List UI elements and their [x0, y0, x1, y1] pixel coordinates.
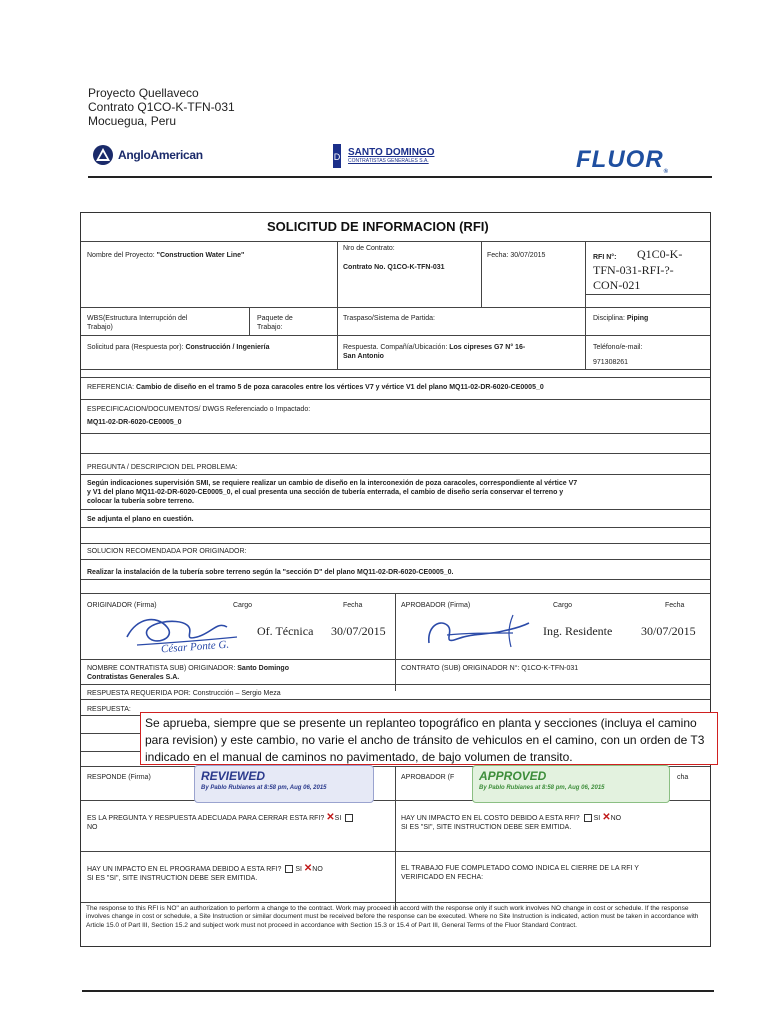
- santo-domingo-logo: D SANTO DOMINGO CONTRATISTAS GENERALES S.A.: [330, 144, 434, 168]
- rfi-number-2: TFN-031-RFI-?-: [593, 263, 674, 277]
- checkbox-no[interactable]: [345, 814, 353, 822]
- checkbox-programa-si[interactable]: [285, 865, 293, 873]
- aprobador-label: APROBADOR (Firma): [401, 602, 471, 609]
- santo-domingo-icon: [330, 144, 344, 168]
- traspaso-label: Traspaso/Sistema de Partida:: [343, 315, 435, 322]
- approved-stamp: APPROVED By Pablo Rubianes at 8:58 pm, Aug 06, 2015: [472, 765, 670, 803]
- anglo-american-icon: [92, 144, 114, 166]
- reviewed-stamp: REVIEWED By Pablo Rubianes at 8:58 pm, Aug 06, 2015: [194, 765, 374, 803]
- pregunta-line-4: Se adjunta el plano en cuestión.: [87, 516, 194, 523]
- rfi-label: RFI N°:: [593, 254, 617, 261]
- aprobador-cargo: Ing. Residente: [543, 624, 613, 638]
- project-location: Mocuegua, Peru: [88, 114, 177, 128]
- nro-contrato-label: Nro de Contrato:: [343, 245, 395, 252]
- question-costo: HAY UN IMPACTO EN EL COSTO DEBIDO A ESTA RFI? SI ✕NO SI ES "SI", SITE INSTRUCTION DEBE SER EMITIDA.: [401, 812, 622, 831]
- originador-signature-name: César Ponte G.: [160, 638, 230, 656]
- especificacion-label: ESPECIFICACION/DOCUMENTOS/ DWGS Referenciado o Impactado:: [87, 406, 311, 413]
- header-divider: [88, 176, 712, 178]
- question-adecuada: ES LA PREGUNTA Y RESPUESTA ADECUADA PARA CERRAR ESTA RFI? ✕SI NO: [87, 813, 355, 832]
- aprobador-firma-label: APROBADOR (F: [401, 774, 455, 781]
- rfi-number-3: CON-021: [593, 278, 641, 292]
- solucion-value: Realizar la instalación de la tubería sobre terreno según la "sección D" del plano MQ11-02-DR-6020-CE0005_0.: [87, 569, 454, 576]
- pregunta-label: PREGUNTA / DESCRIPCION DEL PROBLEMA:: [87, 464, 238, 471]
- responde-label: RESPONDE (Firma): [87, 774, 151, 781]
- rfi-form: [80, 212, 711, 947]
- originador-label: ORIGINADOR (Firma): [87, 602, 157, 609]
- project-name: Proyecto Quellaveco: [88, 86, 199, 100]
- form-title: SOLICITUD DE INFORMACION (RFI): [267, 219, 489, 234]
- nro-contrato-value: Contrato No. Q1CO-K-TFN-031: [343, 264, 445, 271]
- originador-cargo-label: Cargo: [233, 602, 253, 609]
- response-text-box: Se aprueba, siempre que se presente un replanteo topográfico en planta y secciones (incluya el camino para revision) y este cambio, no varie el ancho de tránsito de vehiculos en el camino, con un orden de T3 indicado en el manual de caminos no pavimentado, de bajo volumen de transito.: [140, 712, 718, 765]
- aprobador-fecha-label-2: cha: [677, 774, 689, 781]
- pregunta-line-3: colocar la tubería sobre terreno.: [87, 498, 194, 505]
- nombre-proyecto-label: Nombre del Proyecto: "Construction Water Line": [87, 252, 245, 259]
- paquete-label: Paquete de Trabajo:: [257, 315, 293, 331]
- aprobador-cargo-label: Cargo: [553, 602, 573, 609]
- footer-disclaimer: The response to this RFI is NO" an authorization to perform a change to the contract. Work may proceed in accord with the response only if such work involves NO change in cost or schedule. If the response involves change in cost or schedule, a Site Instruction or similar document must be received before the response can be executed. Where no Site Instruction is indicated, action must be taken in accordance with Article 15.0 of Part III, Section 15.2 and subject work must not proceed in accordance with Section 15.3 or 15.4 of Part III, General Terms of the Fluor Standard Contract.: [86, 905, 699, 929]
- respuesta-compania: Respuesta. Compañía/Ubicación: Los cipreses G7 N° 16- San Antonio: [343, 344, 526, 360]
- fluor-logo: $FLUOR_®$: [576, 146, 670, 175]
- pregunta-line-1: Según indicaciones supervisión SMI, se requiere realizar un cambio de diseño en la interconexión de poza caracoles, correspondiente al vértice V7: [87, 480, 578, 487]
- bottom-divider: [82, 990, 714, 992]
- aprobador-fecha-label: Fecha: [665, 602, 685, 609]
- project-header: [88, 86, 235, 128]
- disciplina-field: Disciplina: Piping: [593, 315, 649, 322]
- especificacion-value: MQ11-02-DR-6020-CE0005_0: [87, 419, 182, 426]
- rfi-number-1: Q1C0-K-: [637, 247, 683, 261]
- fecha-field: Fecha: 30/07/2015: [487, 252, 546, 259]
- question-programa: HAY UN IMPACTO EN EL PROGRAMA DEBIDO A ESTA RFI? SI ✕NO SI ES "SI", SITE INSTRUCTION DEBE SER EMITIDA.: [87, 863, 323, 882]
- solicitud-field: Solicitud para (Respuesta por): Construcción / Ingeniería: [87, 344, 270, 351]
- aprobador-signature: [417, 609, 537, 655]
- respuesta-requerida-field: RESPUESTA REQUERIDA POR: Construcción – Sergio Meza: [87, 690, 281, 697]
- contract-number: Contrato Q1CO-K-TFN-031: [88, 100, 235, 114]
- referencia-field: REFERENCIA: Cambio de diseño en el tramo 5 de poza caracoles entre los vértices V7 y vértice V1 del plano MQ11-02-DR-6020-CE0005_0: [87, 384, 544, 391]
- solucion-label: SOLUCION RECOMENDADA POR ORIGINADOR:: [87, 548, 247, 555]
- wbs-label: WBS(Estructura Interrupción del Trabajo): [87, 315, 188, 331]
- question-trabajo: EL TRABAJO FUE COMPLETADO COMO INDICA EL CIERRE DE LA RFI Y VERIFICADO EN FECHA:: [401, 865, 639, 881]
- anglo-american-logo: AngloAmerican: [92, 144, 203, 166]
- aprobador-fecha: 30/07/2015: [641, 624, 696, 638]
- contrato-sub-field: CONTRATO (SUB) ORIGINADOR N°: Q1CO-K-TFN-031: [401, 665, 579, 672]
- originador-cargo: Of. Técnica: [257, 624, 314, 638]
- telefono-field: Teléfono/e-mail: 971308261: [593, 344, 643, 366]
- nombre-contratista-field: NOMBRE CONTRATISTA SUB) ORIGINADOR: Santo Domingo Contratistas Generales S.A.: [87, 665, 289, 681]
- svg-text:D: D: [333, 152, 341, 162]
- originador-fecha-label: Fecha: [343, 602, 363, 609]
- pregunta-line-2: y V1 del plano MQ11-02-DR-6020-CE0005_0, el cual presenta una sección de tubería enterrada, el cambio de diseño sería conservar el terreno y: [87, 489, 564, 496]
- originador-fecha: 30/07/2015: [331, 624, 386, 638]
- checkbox-costo-si[interactable]: [584, 814, 592, 822]
- respuesta-label: RESPUESTA:: [87, 706, 131, 713]
